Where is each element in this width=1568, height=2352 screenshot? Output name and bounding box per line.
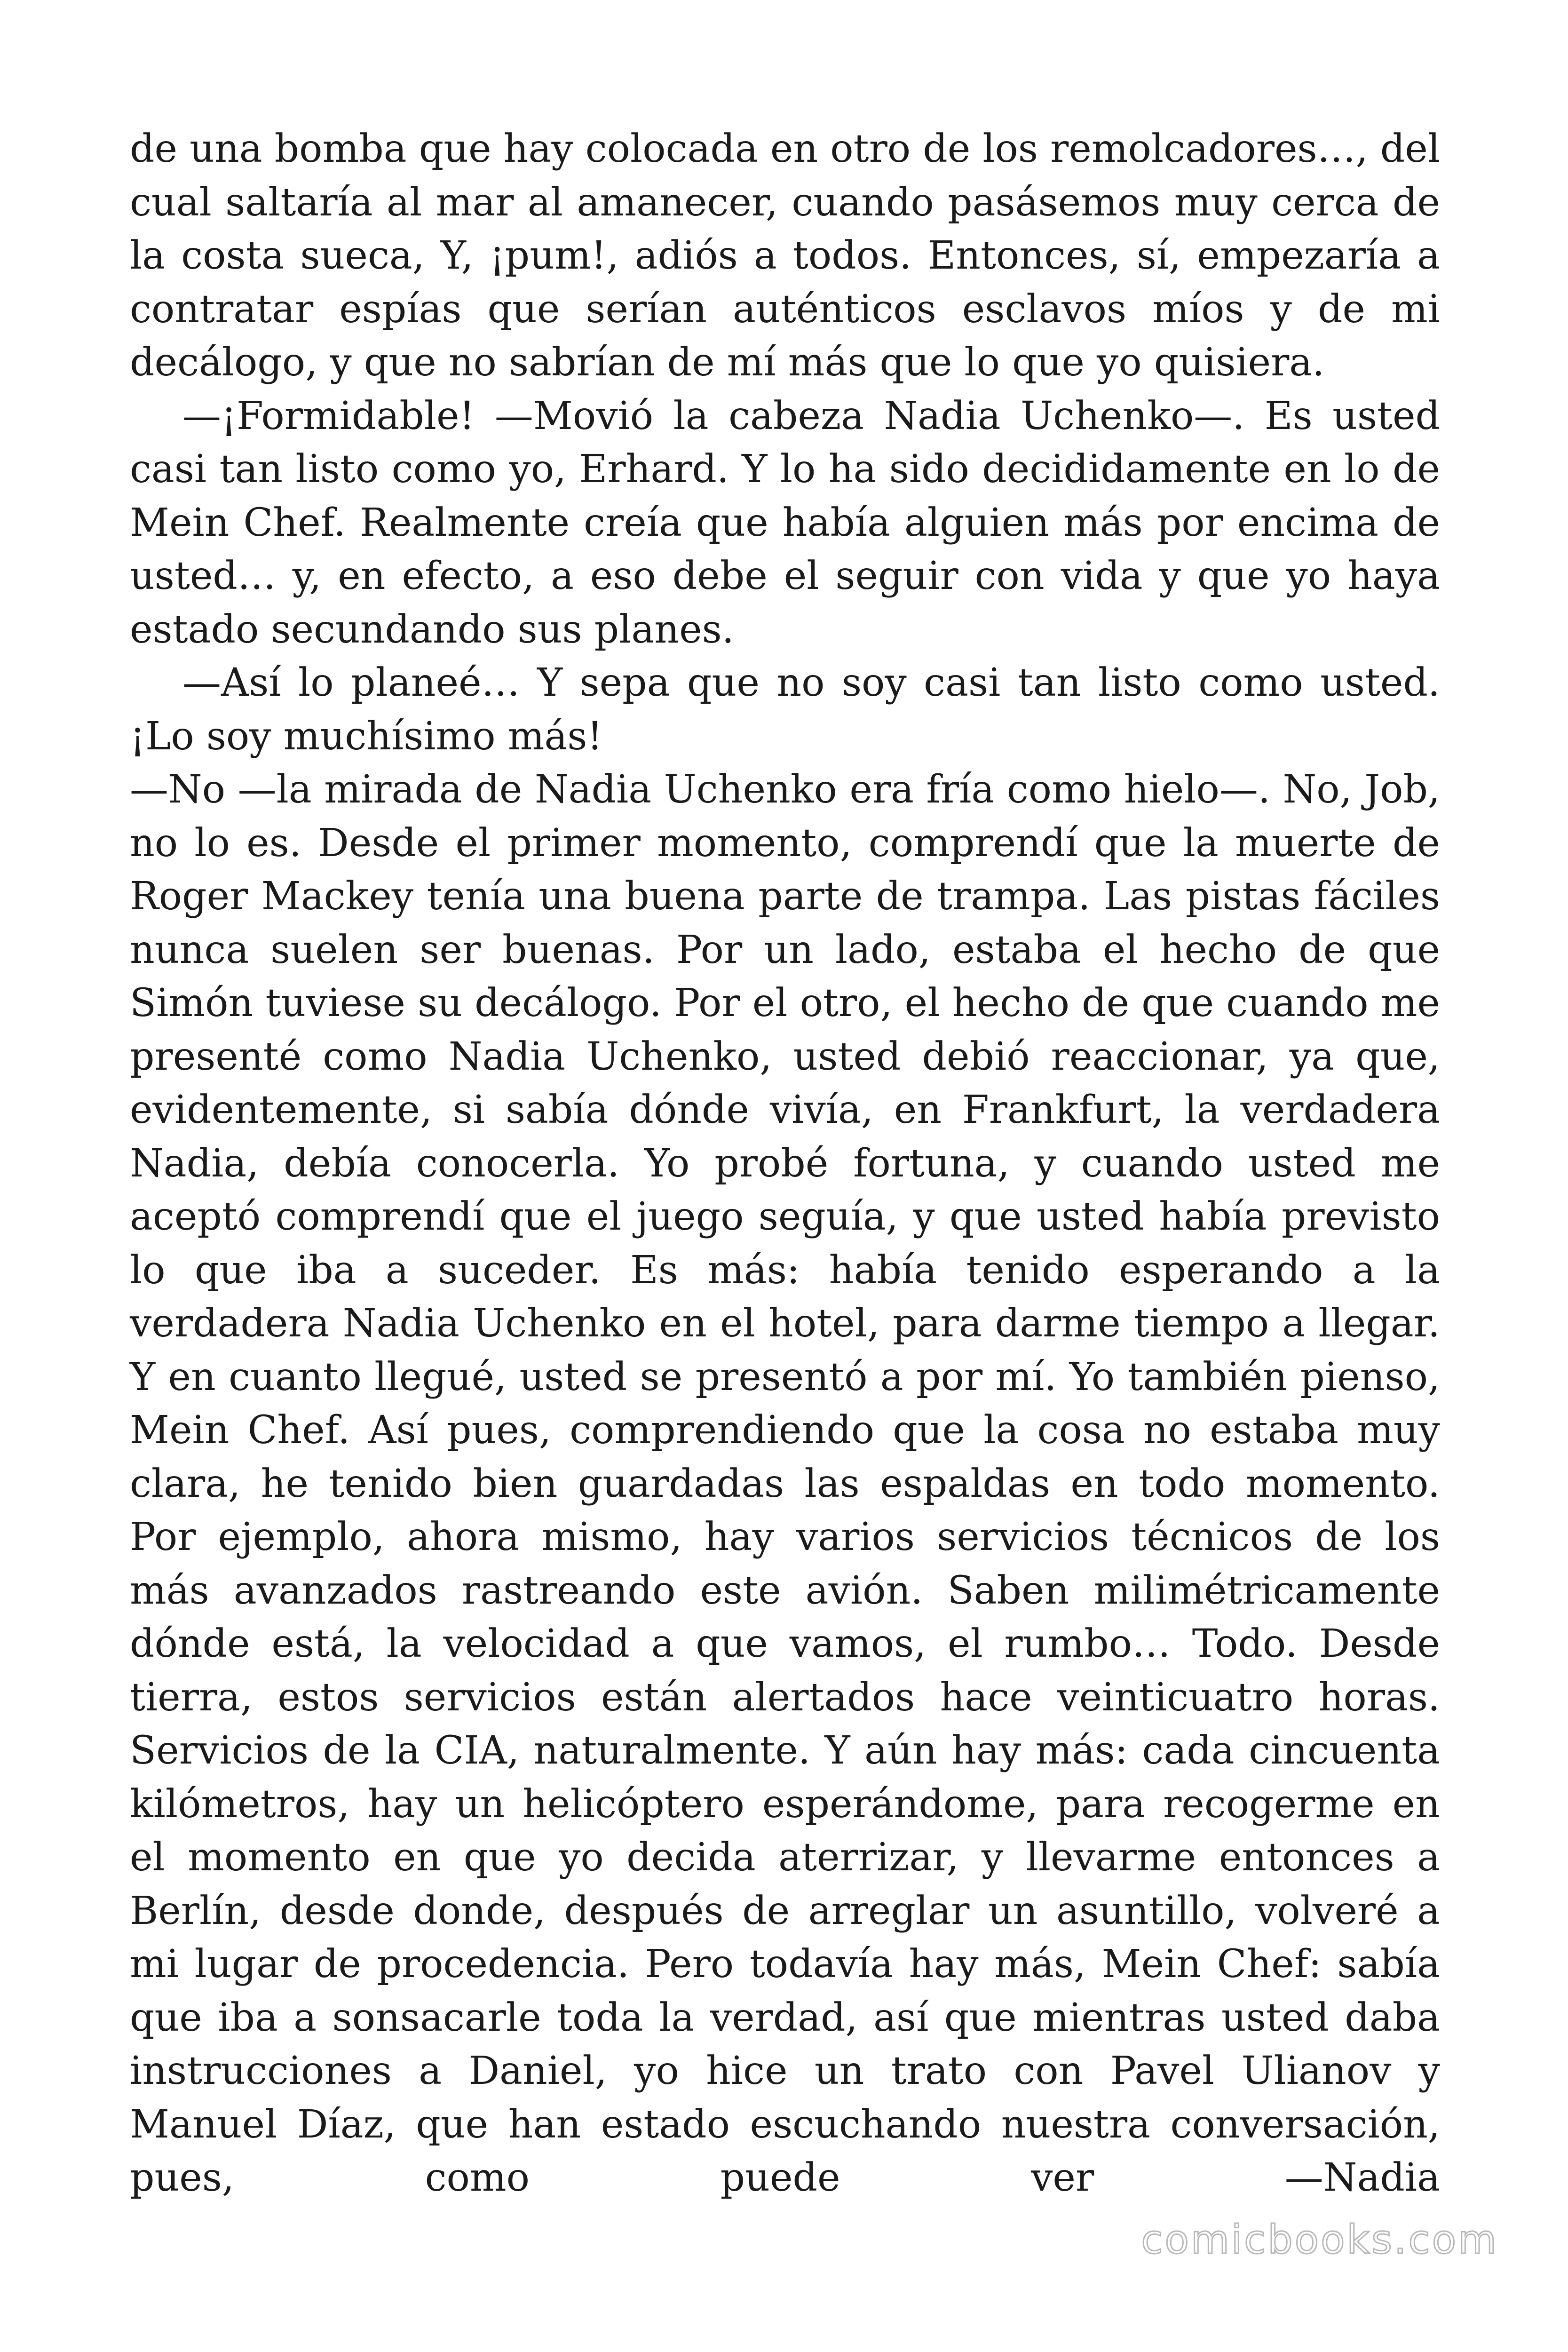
watermark: comicbooks.com: [1141, 2217, 1498, 2263]
page-body-text: [130, 122, 1440, 2205]
paragraph-3: —Así lo planeé… Y sepa que no soy casi tan listo como usted. ¡Lo soy muchísimo más!: [130, 660, 1440, 759]
paragraph-2: —¡Formidable! —Movió la cabeza Nadia Uchenko—. Es usted casi tan listo como yo, Erhard. Y lo ha sido decididamente en lo de Mein Chef. Realmente creía que había alguien más por encima de usted… y, en efecto, a eso debe el seguir con vida y que yo haya estado secundando sus planes.: [130, 393, 1440, 652]
paragraph-4: —No —la mirada de Nadia Uchenko era fría como hielo—. No, Job, no lo es. Desde el primer momento, comprendí que la muerte de Roger Mackey tenía una buena parte de trampa. Las pistas fáciles nunca suelen ser buenas. Por un lado, estaba el hecho de que Simón tuviese su decálogo. Por el otro, el hecho de que cuando me presenté como Nadia Uchenko, usted debió reaccionar, ya que, evidentemente, si sabía dónde vivía, en Frankfurt, la verdadera Nadia, debía conocerla. Yo probé fortuna, y cuando usted me aceptó comprendí que el juego seguía, y que usted había previsto lo que iba a suceder. Es más: había tenido esperando a la verdadera Nadia Uchenko en el hotel, para darme tiempo a llegar. Y en cuanto llegué, usted se presentó a por mí. Yo también pienso, Mein Chef. Así pues, comprendiendo que la cosa no estaba muy clara, he tenido bien guardadas las espaldas en todo momento. Por ejemplo, ahora mismo, hay varios servicios técnicos de los más avanzados rastreando este avión. Saben milimétricamente dónde está, la velocidad a que vamos, el rumbo… Todo. Desde tierra, estos servicios están alertados hace veinticuatro horas. Servicios de la CIA, naturalmente. Y aún hay más: cada cincuenta kilómetros, hay un helicóptero esperándome, para recogerme en el momento en que yo decida aterrizar, y llevarme entonces a Berlín, desde donde, después de arreglar un asuntillo, volveré a mi lugar de procedencia. Pero todavía hay más, Mein Chef: sabía que iba a sonsacarle toda la verdad, así que mientras usted daba instrucciones a Daniel, yo hice un trato con Pavel Ulianov y Manuel Díaz, que han estado escuchando nuestra conversación, pues, como puede ver —Nadia: [130, 767, 1440, 2200]
paragraph-1: de una bomba que hay colocada en otro de los remolcadores…, del cual saltaría al mar al amanecer, cuando pasásemos muy cerca de la costa sueca, Y, ¡pum!, adiós a todos. Entonces, sí, empezaría a contratar espías que serían auténticos esclavos míos y de mi decálogo, y que no sabrían de mí más que lo que yo quisiera.: [130, 127, 1440, 385]
